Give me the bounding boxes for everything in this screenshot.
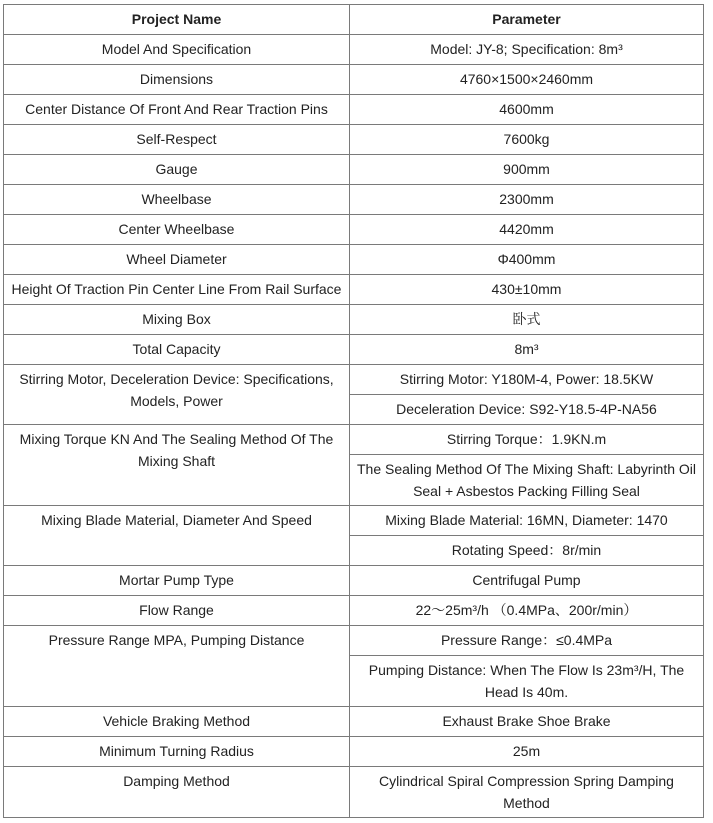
- parameter-cell: 4760×1500×2460mm: [350, 65, 704, 95]
- column-header-parameter: Parameter: [350, 5, 704, 35]
- table-row: [4, 425, 704, 455]
- parameter-cell: Centrifugal Pump: [350, 566, 704, 596]
- table-row: [4, 335, 704, 365]
- project-name-cell: Wheel Diameter: [4, 245, 350, 275]
- parameter-cell: 4600mm: [350, 95, 704, 125]
- project-name-cell: Mixing Torque KN And The Sealing Method Of The Mixing Shaft: [4, 425, 350, 506]
- project-name-cell: Mixing Box: [4, 305, 350, 335]
- table-row: [4, 365, 704, 395]
- table-body: [4, 35, 704, 818]
- parameter-cell: 22～25m³/h （0.4MPa、200r/min）: [350, 596, 704, 626]
- parameter-cell: Exhaust Brake Shoe Brake: [350, 707, 704, 737]
- project-name-cell: Model And Specification: [4, 35, 350, 65]
- parameter-cell: 4420mm: [350, 215, 704, 245]
- parameter-cell: 卧式: [350, 305, 704, 335]
- table-row: [4, 245, 704, 275]
- table-row: [4, 215, 704, 245]
- table-row: [4, 95, 704, 125]
- table-header-row: [4, 5, 704, 35]
- table-row: [4, 767, 704, 818]
- table-row: [4, 35, 704, 65]
- parameter-cell: Model: JY-8; Specification: 8m³: [350, 35, 704, 65]
- project-name-cell: Height Of Traction Pin Center Line From Rail Surface: [4, 275, 350, 305]
- project-name-cell: Stirring Motor, Deceleration Device: Specifications, Models, Power: [4, 365, 350, 425]
- project-name-cell: Damping Method: [4, 767, 350, 818]
- parameter-cell: Pumping Distance: When The Flow Is 23m³/H, The Head Is 40m.: [350, 656, 704, 707]
- project-name-cell: Total Capacity: [4, 335, 350, 365]
- project-name-cell: Center Distance Of Front And Rear Traction Pins: [4, 95, 350, 125]
- project-name-cell: Dimensions: [4, 65, 350, 95]
- project-name-cell: Mortar Pump Type: [4, 566, 350, 596]
- table-row: [4, 737, 704, 767]
- parameter-cell: Pressure Range：≤0.4MPa: [350, 626, 704, 656]
- parameter-cell: Mixing Blade Material: 16MN, Diameter: 1470: [350, 506, 704, 536]
- parameter-cell: Rotating Speed：8r/min: [350, 536, 704, 566]
- parameter-cell: 7600kg: [350, 125, 704, 155]
- project-name-cell: Center Wheelbase: [4, 215, 350, 245]
- table-row: [4, 305, 704, 335]
- table-row: [4, 155, 704, 185]
- parameter-table: [3, 4, 704, 818]
- table-row: [4, 566, 704, 596]
- parameter-cell: 900mm: [350, 155, 704, 185]
- parameter-cell: Stirring Motor: Y180M-4, Power: 18.5KW: [350, 365, 704, 395]
- table-row: [4, 275, 704, 305]
- parameter-cell: 430±10mm: [350, 275, 704, 305]
- project-name-cell: Gauge: [4, 155, 350, 185]
- column-header-project-name: Project Name: [4, 5, 350, 35]
- table-row: [4, 596, 704, 626]
- project-name-cell: Wheelbase: [4, 185, 350, 215]
- project-name-cell: Pressure Range MPA, Pumping Distance: [4, 626, 350, 707]
- parameter-cell: Stirring Torque：1.9KN.m: [350, 425, 704, 455]
- parameter-cell: Deceleration Device: S92-Y18.5-4P-NA56: [350, 395, 704, 425]
- parameter-cell: 8m³: [350, 335, 704, 365]
- parameter-cell: Φ400mm: [350, 245, 704, 275]
- project-name-cell: Flow Range: [4, 596, 350, 626]
- project-name-cell: Mixing Blade Material, Diameter And Speed: [4, 506, 350, 566]
- parameter-cell: 2300mm: [350, 185, 704, 215]
- table-row: [4, 185, 704, 215]
- project-name-cell: Self-Respect: [4, 125, 350, 155]
- parameter-cell: Cylindrical Spiral Compression Spring Damping Method: [350, 767, 704, 818]
- parameter-cell: The Sealing Method Of The Mixing Shaft: Labyrinth Oil Seal + Asbestos Packing Filling Seal: [350, 455, 704, 506]
- table-row: [4, 125, 704, 155]
- table-row: [4, 707, 704, 737]
- project-name-cell: Vehicle Braking Method: [4, 707, 350, 737]
- table-row: [4, 65, 704, 95]
- project-name-cell: Minimum Turning Radius: [4, 737, 350, 767]
- table-row: [4, 506, 704, 536]
- table-row: [4, 626, 704, 656]
- parameter-cell: 25m: [350, 737, 704, 767]
